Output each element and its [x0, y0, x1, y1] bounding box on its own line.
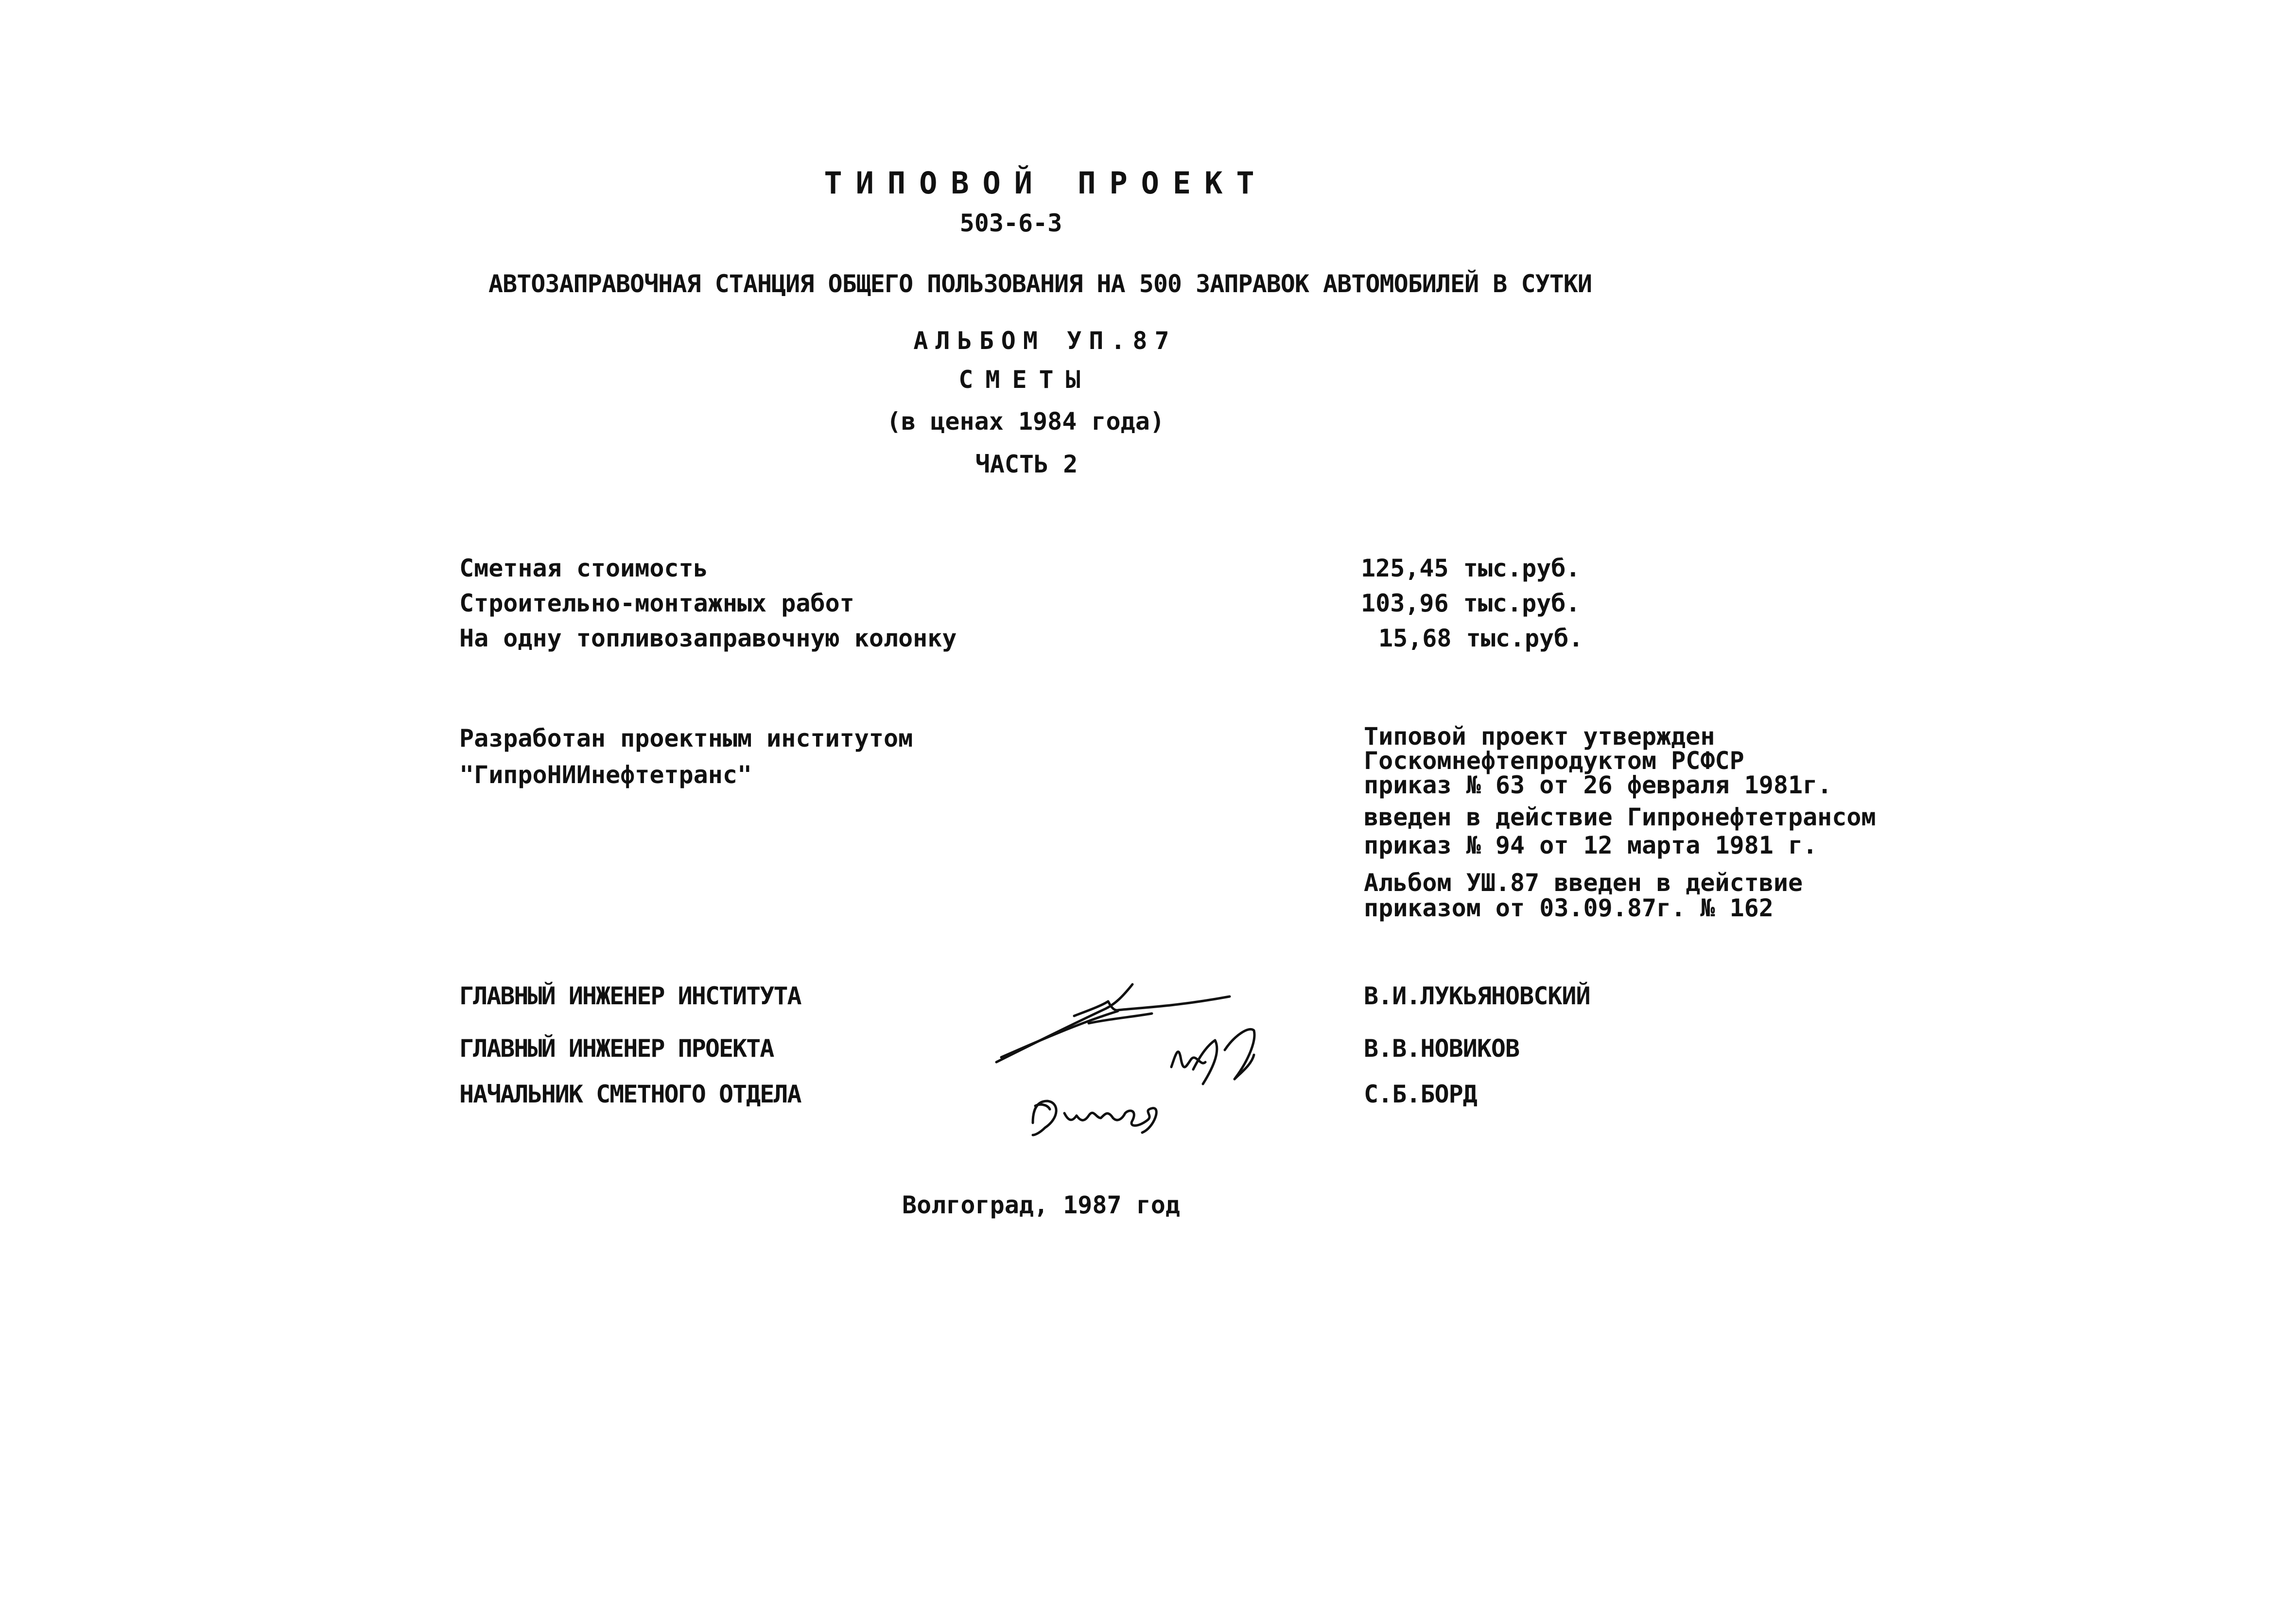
position-head-estimate-dept: НАЧАЛЬНИК СМЕТНОГО ОТДЕЛА	[459, 1080, 801, 1108]
cost-label-per-pump: На одну топливозаправочную колонку	[459, 624, 957, 652]
enactment-block	[1364, 803, 1876, 859]
approval-line-2: Госкомнефтепродуктом РСФСР	[1364, 747, 1744, 775]
album-enactment-block	[1364, 870, 1803, 921]
document-title: ТИПОВОЙ ПРОЕКТ	[824, 165, 1268, 201]
developer-line: Разработан проектным институтом	[459, 724, 913, 752]
position-chief-engineer-institute: ГЛАВНЫЙ ИНЖЕНЕР ИНСТИТУТА	[459, 982, 801, 1010]
signature-lukyanovsky	[996, 984, 1230, 1062]
approval-block	[1364, 724, 1832, 797]
album-enactment-line-1: Альбом УШ.87 введен в действие	[1364, 869, 1803, 897]
approval-line-1: Типовой проект утвержден	[1364, 722, 1715, 751]
developer-institute: "ГипроНИИнефтетранс"	[459, 761, 752, 789]
part-number: ЧАСТЬ 2	[975, 450, 1078, 478]
cost-label-construction: Строительно-монтажных работ	[459, 589, 854, 617]
name-chief-engineer-institute: В.И.ЛУКЬЯНОВСКИЙ	[1364, 982, 1590, 1010]
name-chief-engineer-project: В.В.НОВИКОВ	[1364, 1034, 1520, 1063]
cost-value-estimate: 125,45 тыс.руб.	[1361, 554, 1581, 582]
station-description: АВТОЗАПРАВОЧНАЯ СТАНЦИЯ ОБЩЕГО ПОЛЬЗОВАНИЯ НА 500 ЗАПРАВОК АВТОМОБИЛЕЙ В СУТКИ	[488, 270, 1592, 298]
name-head-estimate-dept: С.Б.БОРД	[1364, 1080, 1477, 1108]
cost-value-construction: 103,96 тыс.руб.	[1361, 589, 1581, 617]
approval-line-3: приказ № 63 от 26 февраля 1981г.	[1364, 771, 1832, 799]
album-subject: СМЕТЫ	[958, 366, 1093, 394]
cost-value-per-pump: 15,68 тыс.руб.	[1378, 624, 1583, 652]
enactment-line-1: введен в действие Гипронефтетрансом	[1364, 803, 1876, 831]
cost-label-estimate: Сметная стоимость	[459, 554, 708, 582]
album-enactment-line-2: приказом от 03.09.87г. № 162	[1364, 894, 1774, 922]
signature-bord	[1033, 1101, 1156, 1135]
place-and-year: Волгоград, 1987 год	[902, 1191, 1180, 1219]
enactment-line-2: приказ № 94 от 12 марта 1981 г.	[1364, 831, 1818, 859]
signatures	[987, 972, 1288, 1157]
album-number: АЛЬБОМ УП.87	[913, 327, 1177, 355]
position-chief-engineer-project: ГЛАВНЫЙ ИНЖЕНЕР ПРОЕКТА	[459, 1034, 774, 1063]
project-number: 503-6-3	[959, 209, 1062, 237]
price-basis: (в ценах 1984 года)	[887, 407, 1165, 436]
signature-novikov	[1171, 1029, 1254, 1084]
